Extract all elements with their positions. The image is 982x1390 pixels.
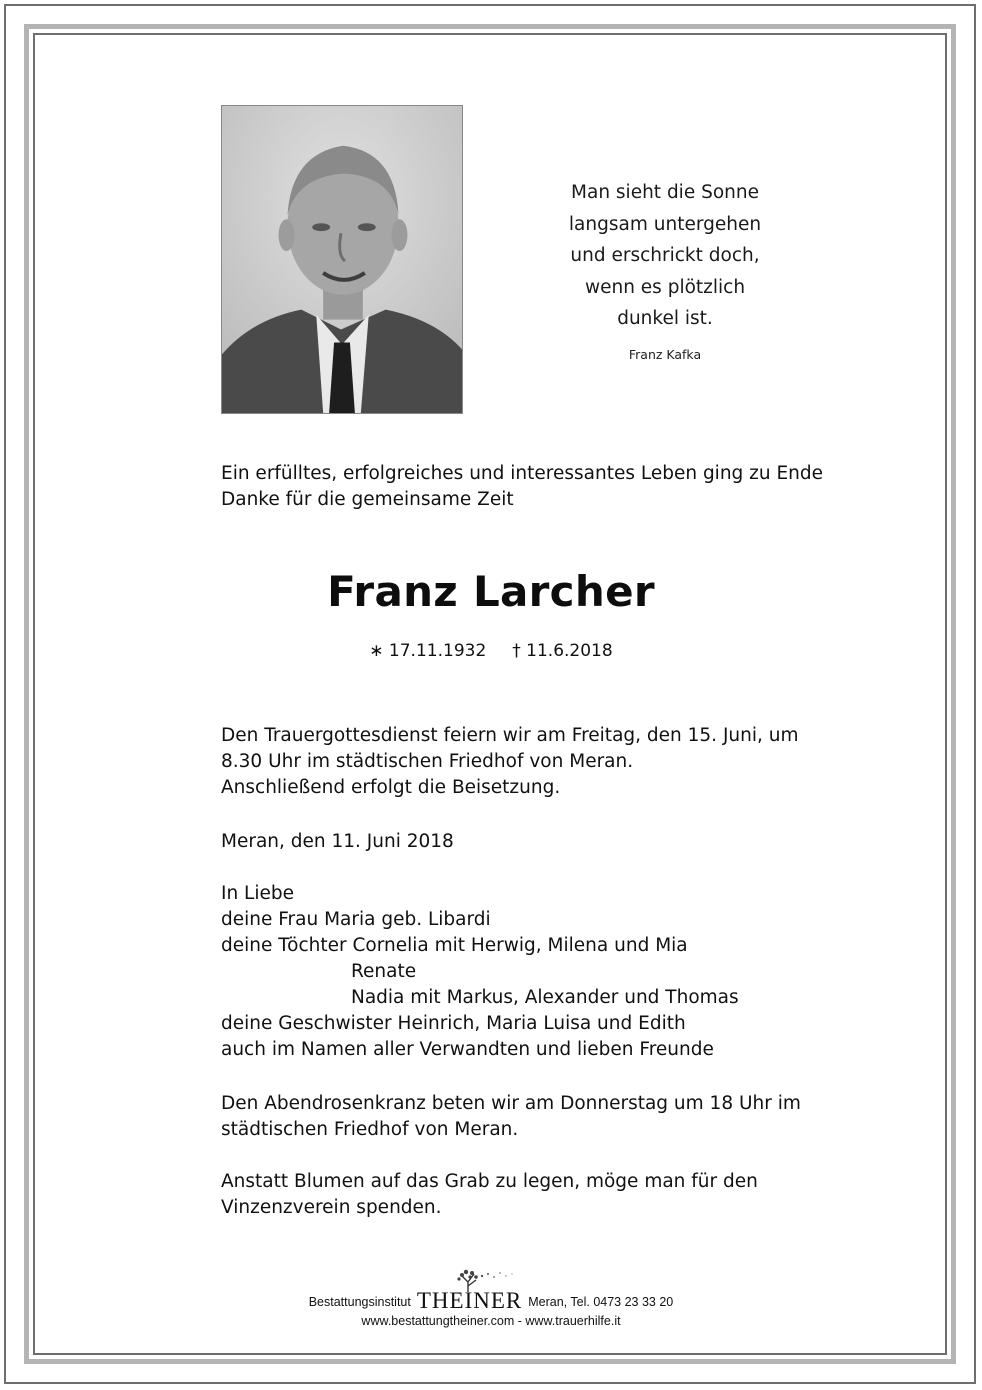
mourners-list	[221, 881, 739, 1063]
quote-line: langsam untergehen	[568, 213, 762, 235]
mourner-relatives: auch im Namen aller Verwandten und lieben Freunde	[221, 1039, 714, 1060]
quote-line: und erschrickt doch,	[570, 245, 760, 266]
quote-line: Man sieht die Sonne	[571, 182, 759, 203]
footer-company	[0, 1288, 982, 1314]
mourner-daughters: deine Töchter Cornelia mit Herwig, Milena und Mia	[221, 935, 688, 956]
life-dates	[0, 641, 982, 661]
quote-author: Franz Kafka	[628, 346, 702, 362]
mourner-daughter-renate: Renate	[351, 961, 417, 982]
donation-line: Anstatt Blumen auf das Grab zu legen, möge man für den	[221, 1171, 758, 1192]
rosary-line: Den Abendrosenkranz beten wir am Donnerstag um 18 Uhr im	[221, 1093, 801, 1114]
intro-line: Danke für die gemeinsame Zeit	[221, 489, 514, 510]
birth-date: ∗ 17.11.1932	[369, 641, 487, 661]
rosary-line: städtischen Friedhof von Meran.	[221, 1119, 519, 1140]
mourner-wife: deine Frau Maria geb. Libardi	[221, 909, 491, 930]
portrait-photo	[221, 105, 463, 414]
mourners-intro: In Liebe	[221, 883, 295, 904]
service-line: Den Trauergottesdienst feiern wir am Freitag, den 15. Juni, um	[221, 725, 799, 746]
service-text	[221, 723, 799, 801]
intro-text	[221, 461, 823, 513]
kafka-quote	[520, 177, 810, 362]
mourner-siblings: deine Geschwister Heinrich, Maria Luisa und Edith	[221, 1013, 686, 1034]
death-date: † 11.6.2018	[512, 641, 613, 661]
donation-text	[221, 1169, 758, 1221]
service-line: 8.30 Uhr im städtischen Friedhof von Meran.	[221, 751, 634, 772]
footer-websites[interactable]: www.bestattungtheiner.com - www.trauerhilfe.it	[361, 1314, 621, 1328]
service-line: Anschließend erfolgt die Beisetzung.	[221, 777, 561, 798]
footer-prefix: Bestattungsinstitut	[308, 1295, 411, 1309]
mourner-daughter-nadia: Nadia mit Markus, Alexander und Thomas	[351, 987, 739, 1008]
rosary-text	[221, 1091, 801, 1143]
footer-contact: Meran, Tel. 0473 23 33 20	[528, 1295, 674, 1309]
footer-brand: THEINER	[416, 1288, 523, 1313]
donation-line: Vinzenzverein spenden.	[221, 1197, 442, 1218]
quote-line: dunkel ist.	[617, 308, 713, 329]
intro-line: Ein erfülltes, erfolgreiches und interessantes Leben ging zu Ende	[221, 463, 824, 484]
quote-line: wenn es plötzlich	[584, 276, 746, 298]
deceased-name: Franz Larcher	[327, 567, 655, 616]
place-date: Meran, den 11. Juni 2018	[221, 831, 454, 852]
